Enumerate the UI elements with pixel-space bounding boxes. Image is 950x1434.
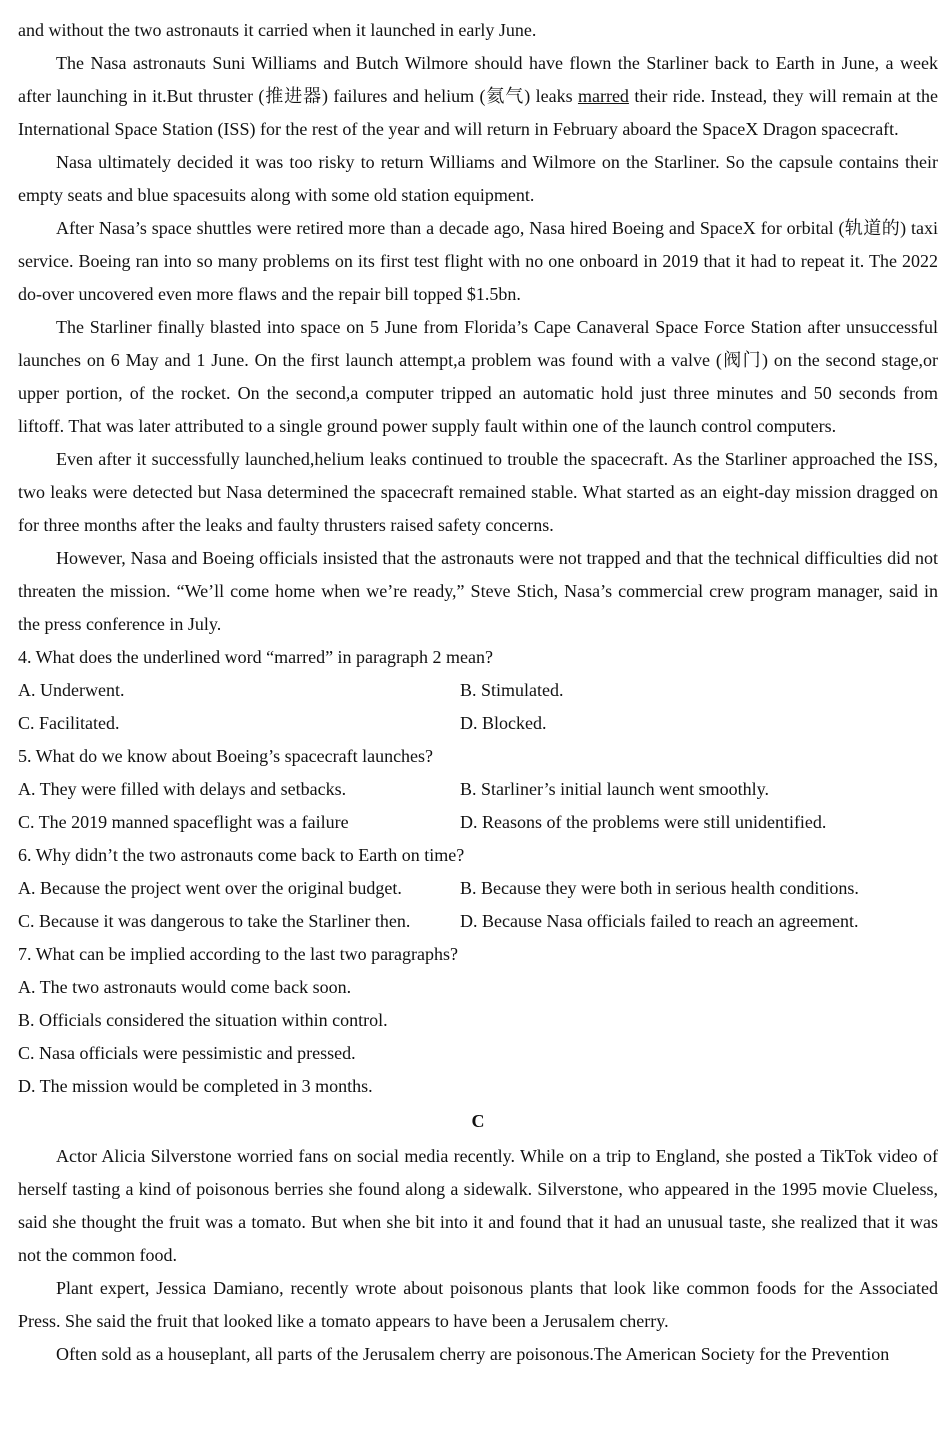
passage-b-paragraph-6: However, Nasa and Boeing officials insisted that the astronauts were not trapped and that the technical difficulties did not threaten the mission. “We’ll come home when we’re ready,” Steve Stich, Nasa’s commercial crew program manager, said in the press conference in July. <box>18 548 938 634</box>
question-6-option-d: D. Because Nasa officials failed to reach an agreement. <box>460 911 859 931</box>
passage-b-paragraph-1 <box>18 47 938 146</box>
passage-b-lead-line: and without the two astronauts it carried when it launched in early June. <box>18 20 537 40</box>
question-7-option-b: B. Officials considered the situation within control. <box>18 1010 388 1030</box>
passage-c-paragraph-3: Often sold as a houseplant, all parts of the Jerusalem cherry are poisonous.The American Society for the Prevention <box>56 1344 890 1364</box>
question-4-option-d: D. Blocked. <box>460 713 547 733</box>
question-7-stem: 7. What can be implied according to the last two paragraphs? <box>18 944 459 964</box>
question-7 <box>18 938 938 1103</box>
question-6-option-c: C. Because it was dangerous to take the Starliner then. <box>18 911 411 931</box>
passage-b-paragraph-4: The Starliner finally blasted into space on 5 June from Florida’s Cape Canaveral Space Force Station after unsuccessful launches on 6 May and 1 June. On the first launch attempt,a problem was found with a valve (阀门) on the second stage,or upper portion, of the rocket. On the second,a computer tripped an automatic hold just three minutes and 50 seconds from liftoff. That was later attributed to a single ground power supply fault within one of the launch control computers. <box>18 317 938 436</box>
question-5 <box>18 740 938 839</box>
question-6-options <box>18 872 938 938</box>
question-4-option-b: B. Stimulated. <box>460 680 564 700</box>
question-5-options <box>18 773 938 839</box>
question-6 <box>18 839 938 938</box>
question-4 <box>18 641 938 740</box>
passage-c-paragraph-1: Actor Alicia Silverstone worried fans on social media recently. While on a trip to England, she posted a TikTok video of herself tasting a kind of poisonous berries she found along a sidewalk. Silverstone, who appeared in the 1995 movie Clueless, said she thought the fruit was a tomato. But when she bit into it and found that it had an unusual taste, she realized that it was not the common food. <box>18 1146 938 1265</box>
question-5-option-b: B. Starliner’s initial launch went smoothly. <box>460 779 769 799</box>
passage-c-paragraph-2: Plant expert, Jessica Damiano, recently wrote about poisonous plants that look like common foods for the Associated Press. She said the fruit that looked like a tomato appears to have been a Jerusalem cherry. <box>18 1278 938 1331</box>
question-4-option-a: A. Underwent. <box>18 680 125 700</box>
passage-b-paragraph-5: Even after it successfully launched,helium leaks continued to trouble the spacecraft. As the Starliner approached the ISS, two leaks were detected but Nasa determined the spacecraft remained stable. What started as an eight-day mission dragged on for three months after the leaks and faulty thrusters raised safety concerns. <box>18 449 938 535</box>
underlined-word-marred: marred <box>577 86 629 106</box>
question-4-stem: 4. What does the underlined word “marred” in paragraph 2 mean? <box>18 647 493 667</box>
question-5-option-a: A. They were filled with delays and setbacks. <box>18 779 347 799</box>
question-4-option-c: C. Facilitated. <box>18 713 120 733</box>
question-7-option-a: A. The two astronauts would come back soon. <box>18 977 352 997</box>
passage-b-paragraph-3: After Nasa’s space shuttles were retired more than a decade ago, Nasa hired Boeing and SpaceX for orbital (轨道的) taxi service. Boeing ran into so many problems on its first test flight with no one onboard in 2019 that it had to repeat it. The 2022 do-over uncovered even more flaws and the repair bill topped $1.5bn. <box>18 218 938 304</box>
question-4-options <box>18 674 938 740</box>
question-5-option-d: D. Reasons of the problems were still unidentified. <box>460 812 827 832</box>
p1-text-after: their ride. Instead, they will remain at the International Space Station (ISS) for the rest of the year and will return in February aboard the SpaceX Dragon spacecraft. <box>18 86 938 139</box>
p1-text-before: The Nasa astronauts Suni Williams and Butch Wilmore should have flown the Starliner back to Earth in June, a week after launching in it.But thruster (推进器) failures and helium (氦气) leaks <box>18 53 938 106</box>
section-c-heading: C <box>471 1111 485 1131</box>
passage-b-paragraph-2: Nasa ultimately decided it was too risky to return Williams and Wilmore on the Starliner. So the capsule contains their empty seats and blue spacesuits along with some old station equipment. <box>18 152 938 205</box>
question-5-option-c: C. The 2019 manned spaceflight was a failure <box>18 812 349 832</box>
question-6-option-b: B. Because they were both in serious health conditions. <box>460 878 859 898</box>
question-7-option-c: C. Nasa officials were pessimistic and pressed. <box>18 1043 356 1063</box>
question-6-option-a: A. Because the project went over the original budget. <box>18 878 402 898</box>
question-5-stem: 5. What do we know about Boeing’s spacecraft launches? <box>18 746 434 766</box>
question-6-stem: 6. Why didn’t the two astronauts come back to Earth on time? <box>18 845 465 865</box>
question-7-option-d: D. The mission would be completed in 3 months. <box>18 1076 373 1096</box>
